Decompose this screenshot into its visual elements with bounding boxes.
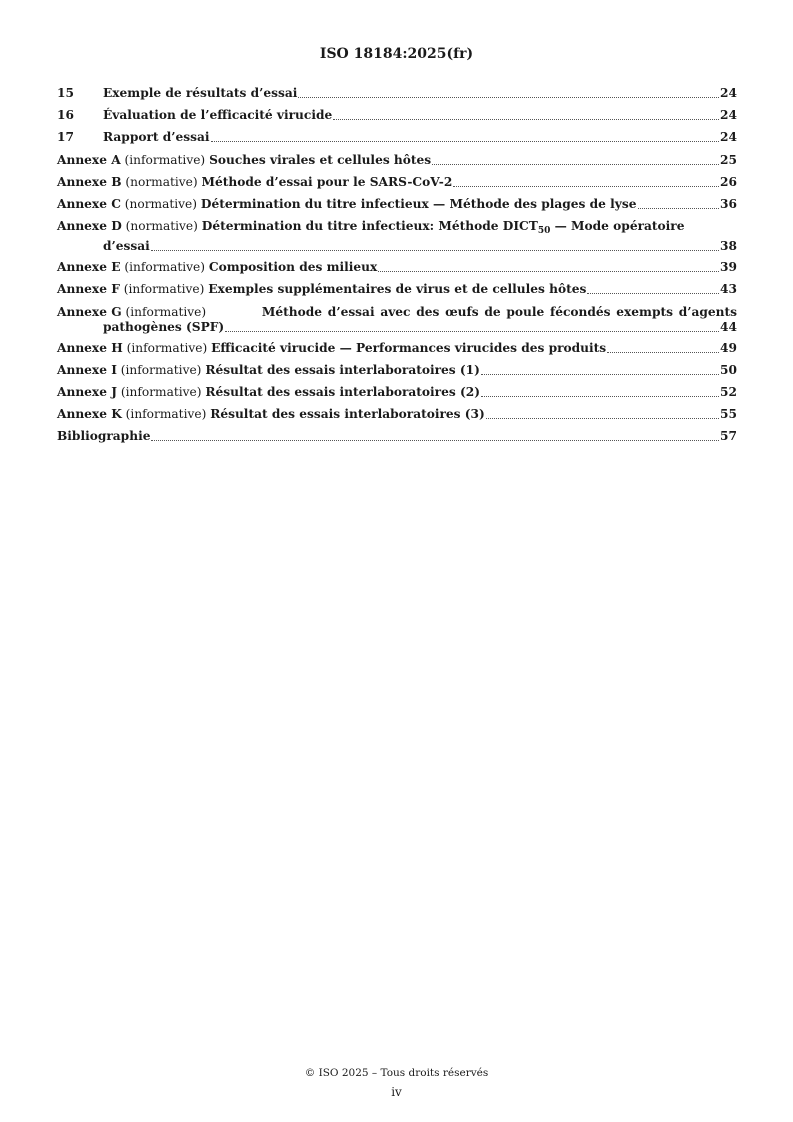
annex-title-line2: d’essai — [103, 239, 150, 254]
toc-entry-annex-e[interactable] — [57, 260, 737, 275]
dot-leader — [225, 330, 719, 332]
annex-type: (normative) — [125, 219, 198, 234]
annex-type: (informative) — [124, 152, 206, 167]
dot-leader — [333, 118, 719, 120]
toc-entry-annex-b[interactable] — [57, 175, 737, 190]
toc-entry-annex-d[interactable] — [57, 219, 737, 254]
page-number: 26 — [720, 174, 737, 189]
annex-title-line1: Méthode d’essai avec des œufs de poule fécondés exempts d’agents — [261, 304, 737, 319]
toc-entry-annex-i[interactable] — [57, 363, 737, 378]
toc-entry-clause-16[interactable] — [57, 108, 737, 123]
dot-leader — [607, 351, 719, 353]
annex-prefix: Annexe K — [57, 407, 122, 422]
dot-leader — [151, 439, 719, 441]
annex-title: Détermination du titre infectieux — Méthode des plages de lyse — [200, 196, 637, 211]
toc-entry-annex-c[interactable] — [57, 197, 737, 212]
annex-title: Résultat des essais interlaboratoires (3) — [210, 407, 485, 422]
dot-leader — [378, 270, 719, 272]
dot-leader — [481, 373, 719, 375]
annex-type: (informative) — [125, 407, 207, 422]
annex-prefix: Annexe F — [57, 282, 120, 297]
toc-entry-annex-h[interactable] — [57, 341, 737, 356]
clause-number: 17 — [57, 130, 74, 145]
page-number: 24 — [720, 108, 737, 123]
page-number: 43 — [720, 282, 737, 297]
annex-type: (informative) — [126, 340, 208, 355]
toc-entry-annex-f[interactable] — [57, 282, 737, 297]
annex-prefix: Annexe G — [57, 304, 122, 319]
clause-title: Rapport d’essai — [103, 130, 210, 145]
annex-prefix: Annexe D — [57, 219, 122, 234]
dot-leader — [432, 163, 719, 165]
annex-title: Composition des milieux — [208, 260, 378, 275]
dot-leader — [298, 96, 719, 98]
copyright-notice: © ISO 2025 – Tous droits réservés — [304, 1067, 489, 1079]
page-number: 25 — [720, 152, 737, 167]
toc-entry-clause-15[interactable] — [57, 86, 737, 101]
page-number: 52 — [720, 384, 737, 399]
annex-prefix: Annexe I — [57, 362, 117, 377]
page-number: 55 — [720, 407, 737, 422]
annex-type: (normative) — [125, 174, 198, 189]
page-number: 36 — [720, 196, 737, 211]
annex-title: Méthode d’essai pour le SARS-CoV-2 — [201, 174, 453, 189]
clause-number: 15 — [57, 86, 74, 100]
clause-title: Exemple de résultats d’essai — [103, 86, 298, 100]
annex-prefix: Annexe J — [57, 384, 117, 399]
annex-type: (informative) — [123, 282, 205, 297]
page-number: 38 — [720, 239, 737, 254]
page-number: 50 — [720, 362, 737, 377]
dot-leader — [638, 207, 720, 209]
dot-leader — [481, 395, 719, 397]
table-of-contents — [57, 86, 737, 451]
annex-title: Résultat des essais interlaboratoires (1) — [205, 362, 480, 377]
document-header: ISO 18184:2025(fr) — [319, 46, 474, 62]
annex-title: Efficacité virucide — Performances virucides des produits — [211, 340, 607, 355]
toc-entry-annex-k[interactable] — [57, 407, 737, 422]
dot-leader — [587, 292, 719, 294]
annex-title: Exemples supplémentaires de virus et de cellules hôtes — [208, 282, 587, 297]
toc-entry-clause-17[interactable] — [57, 130, 737, 145]
annex-type: (informative) — [124, 260, 206, 275]
clause-title: Évaluation de l’efficacité virucide — [103, 108, 333, 123]
bibliography-title: Bibliographie — [57, 429, 151, 444]
dot-leader — [211, 140, 719, 142]
toc-entry-annex-a[interactable] — [57, 153, 737, 168]
page-folio: iv — [391, 1085, 402, 1099]
annex-title-line1: Détermination du titre infectieux: Méthode $DICT_{50}$ — Mode opératoire — [201, 219, 685, 237]
dot-leader — [486, 417, 719, 419]
annex-type: (informative) — [120, 384, 202, 399]
dot-leader — [151, 249, 719, 251]
page-number: 24 — [720, 86, 737, 100]
page-number: 57 — [720, 429, 737, 444]
annex-prefix: Annexe E — [57, 260, 121, 275]
annex-title: Souches virales et cellules hôtes — [209, 152, 432, 167]
page-number: 39 — [720, 260, 737, 275]
dot-leader — [453, 185, 719, 187]
annex-type: (informative) — [120, 362, 202, 377]
annex-type: (informative) — [125, 304, 207, 319]
page-number: 49 — [720, 340, 737, 355]
toc-entry-annex-j[interactable] — [57, 385, 737, 400]
subscript: 50 — [537, 226, 551, 237]
annex-prefix: Annexe B — [57, 174, 122, 189]
annex-prefix: Annexe H — [57, 340, 123, 355]
toc-entry-bibliography[interactable] — [57, 429, 737, 444]
page-number: 44 — [720, 319, 737, 334]
annex-prefix: Annexe C — [57, 196, 121, 211]
annex-prefix: Annexe A — [57, 152, 121, 167]
annex-title: Résultat des essais interlaboratoires (2) — [205, 384, 480, 399]
toc-entry-annex-g[interactable] — [57, 305, 737, 335]
clause-number: 16 — [57, 108, 74, 123]
annex-title-line2: pathogènes (SPF) — [103, 319, 225, 334]
annex-type: (normative) — [124, 196, 198, 211]
page-number: 24 — [720, 130, 737, 145]
